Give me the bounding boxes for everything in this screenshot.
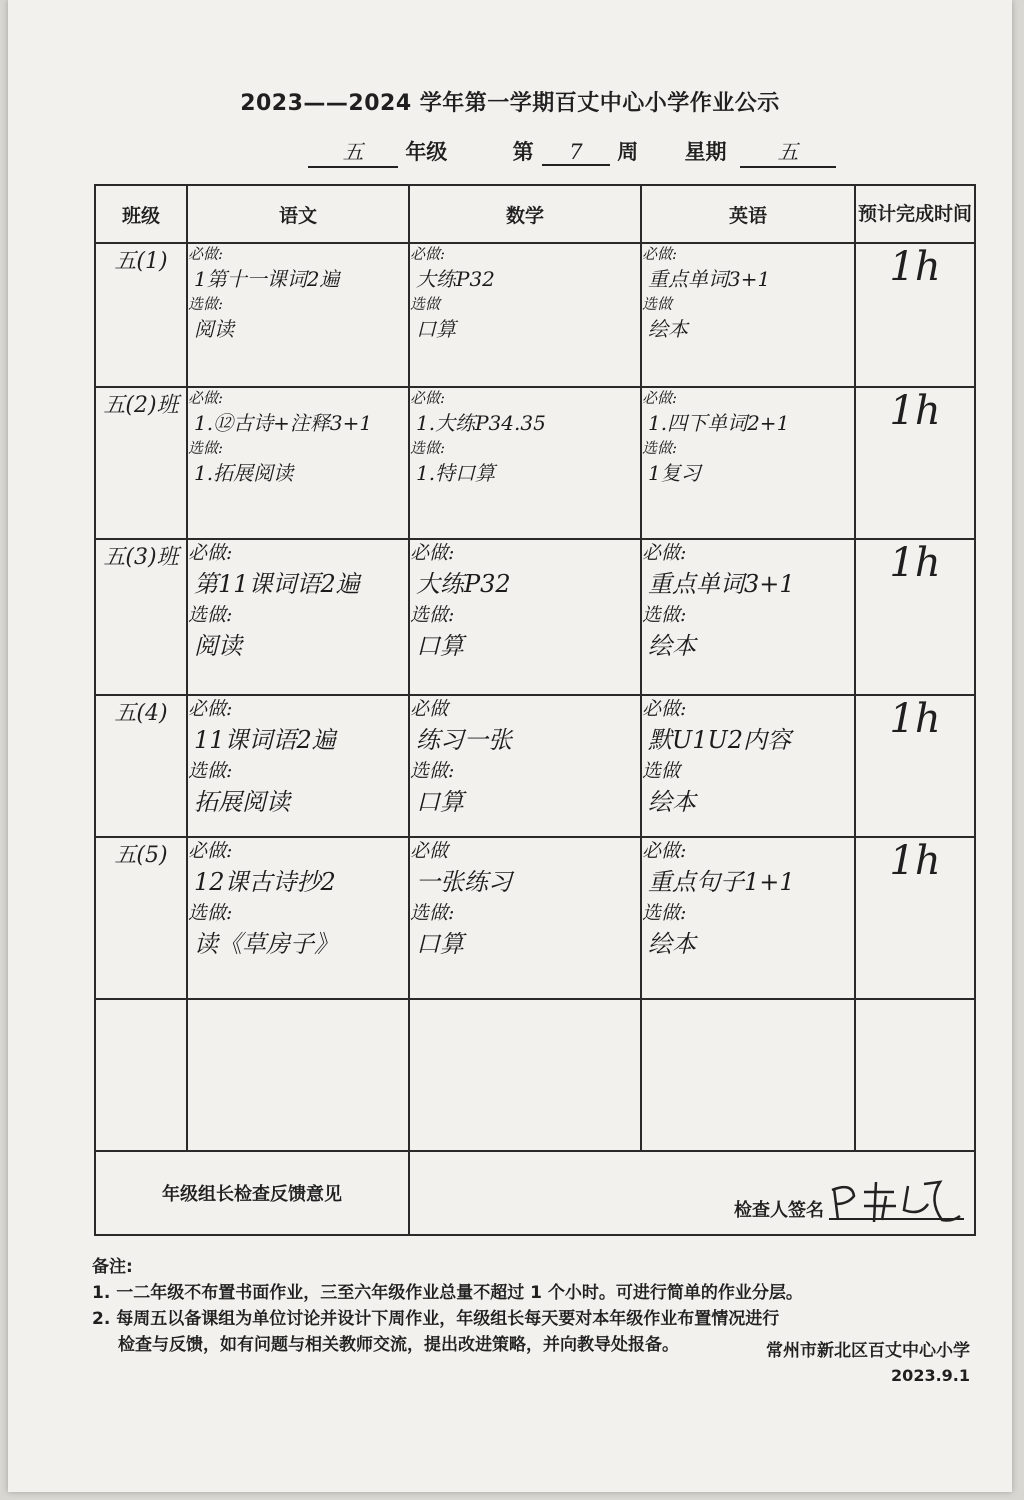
required-item: 12课古诗抄2 xyxy=(194,868,336,896)
optional-item: 拓展阅读 xyxy=(194,788,290,816)
english-cell xyxy=(641,837,855,999)
handwritten-signature xyxy=(824,1176,974,1226)
optional-label: 选做 xyxy=(642,295,673,313)
header-time: 预计完成时间 xyxy=(855,185,975,243)
optional-label: 选做: xyxy=(642,902,687,924)
optional-label: 选做 xyxy=(410,295,441,313)
homework-sheet xyxy=(8,0,1012,1492)
chinese-cell xyxy=(187,243,409,387)
required-item: 大练P32 xyxy=(416,570,511,598)
optional-item: 口算 xyxy=(416,788,464,816)
feedback-row xyxy=(95,1151,975,1235)
optional-item: 阅读 xyxy=(194,632,242,660)
optional-label: 选做 xyxy=(642,760,681,782)
required-label: 必做: xyxy=(642,542,687,564)
header-class: 班级 xyxy=(95,185,187,243)
optional-label: 选做: xyxy=(188,295,224,313)
header-chinese: 语文 xyxy=(187,185,409,243)
week-prefix: 第 xyxy=(512,140,534,164)
optional-item: 绘本 xyxy=(648,632,696,660)
feedback-label: 年级组长检查反馈意见 xyxy=(95,1151,409,1235)
optional-label: 选做: xyxy=(642,604,687,626)
english-cell xyxy=(641,387,855,539)
math-cell xyxy=(409,243,641,387)
chinese-cell xyxy=(187,695,409,837)
page-title: 2023——2024 学年第一学期百丈中心小学作业公示 xyxy=(240,91,780,116)
required-item: 练习一张 xyxy=(416,726,512,754)
required-label: 必做: xyxy=(410,245,446,263)
math-cell xyxy=(409,539,641,695)
required-label: 必做 xyxy=(410,840,449,862)
chinese-cell xyxy=(187,387,409,539)
required-label: 必做: xyxy=(642,389,678,407)
required-item: 重点句子1+1 xyxy=(648,868,795,896)
table-row xyxy=(95,243,975,387)
homework-table xyxy=(94,184,976,1236)
required-item: 11课词语2遍 xyxy=(194,726,336,754)
english-cell xyxy=(641,539,855,695)
required-item: 1.⑫古诗+注释3+1 xyxy=(194,411,373,435)
required-label: 必做 xyxy=(410,698,449,720)
optional-item: 绘本 xyxy=(648,788,696,816)
signer-label: 检查人签名 xyxy=(734,1200,824,1221)
optional-label: 选做: xyxy=(188,760,233,782)
week-label: 周 xyxy=(617,140,639,164)
issue-date: 2023.9.1 xyxy=(891,1366,970,1385)
class-cell: 五(5) xyxy=(95,837,187,999)
required-label: 必做: xyxy=(188,245,224,263)
optional-label: 选做: xyxy=(188,604,233,626)
required-item: 重点单词3+1 xyxy=(648,267,771,291)
required-label: 必做: xyxy=(188,389,224,407)
weekday-label: 星期 xyxy=(684,140,727,164)
grade-label: 年级 xyxy=(405,140,448,164)
table-header-row xyxy=(95,185,975,243)
optional-label: 选做: xyxy=(188,439,224,457)
required-item: 一张练习 xyxy=(416,868,512,896)
required-item: 1第十一课词2遍 xyxy=(194,267,340,291)
required-item: 1.四下单词2+1 xyxy=(648,411,790,435)
english-cell xyxy=(641,243,855,387)
class-cell: 五(4) xyxy=(95,695,187,837)
table-row xyxy=(95,695,975,837)
required-item: 1.大练P34.35 xyxy=(416,411,546,435)
table-row xyxy=(95,539,975,695)
empty-cell xyxy=(95,999,187,1151)
required-label: 必做: xyxy=(188,698,233,720)
required-label: 必做: xyxy=(410,389,446,407)
empty-cell xyxy=(855,999,975,1151)
time-cell: 1h xyxy=(855,243,975,387)
chinese-cell xyxy=(187,837,409,999)
required-item: 默U1U2内容 xyxy=(648,726,791,754)
empty-cell xyxy=(187,999,409,1151)
table-row xyxy=(95,387,975,539)
optional-label: 选做: xyxy=(410,439,446,457)
signature-cell xyxy=(409,1151,975,1235)
optional-item: 阅读 xyxy=(194,317,234,341)
note-line-1: 1. 一二年级不布置书面作业，三至六年级作业总量不超过 1 个小时。可进行简单的作业分层。 xyxy=(92,1283,803,1303)
optional-item: 1.拓展阅读 xyxy=(194,461,294,485)
english-cell xyxy=(641,695,855,837)
optional-label: 选做: xyxy=(410,760,455,782)
optional-label: 选做: xyxy=(410,604,455,626)
required-label: 必做: xyxy=(642,245,678,263)
optional-item: 1.特口算 xyxy=(416,461,496,485)
note-line-2: 2. 每周五以备课组为单位讨论并设计下周作业，年级组长每天要对本年级作业布置情况进行 xyxy=(92,1309,780,1329)
time-cell: 1h xyxy=(855,387,975,539)
week-value: 7 xyxy=(542,140,610,166)
optional-label: 选做: xyxy=(642,439,678,457)
optional-item: 口算 xyxy=(416,632,464,660)
required-label: 必做: xyxy=(642,698,687,720)
required-item: 第11课词语2遍 xyxy=(194,570,360,598)
table-row xyxy=(95,837,975,999)
optional-item: 口算 xyxy=(416,930,464,958)
optional-label: 选做: xyxy=(410,902,455,924)
grade-week-line xyxy=(308,136,836,168)
optional-item: 绘本 xyxy=(648,317,688,341)
required-item: 重点单词3+1 xyxy=(648,570,795,598)
time-cell: 1h xyxy=(855,837,975,999)
header-math: 数学 xyxy=(409,185,641,243)
class-cell: 五(1) xyxy=(95,243,187,387)
time-cell: 1h xyxy=(855,695,975,837)
required-label: 必做: xyxy=(188,542,233,564)
note-line-3: 检查与反馈，如有问题与相关教师交流，提出改进策略，并向教导处报备。 xyxy=(118,1335,679,1355)
required-label: 必做: xyxy=(642,840,687,862)
math-cell xyxy=(409,695,641,837)
grade-value: 五 xyxy=(308,136,398,168)
optional-item: 绘本 xyxy=(648,930,696,958)
empty-row xyxy=(95,999,975,1151)
header-english: 英语 xyxy=(641,185,855,243)
notes-heading: 备注: xyxy=(92,1257,133,1277)
required-label: 必做: xyxy=(410,542,455,564)
math-cell xyxy=(409,837,641,999)
empty-cell xyxy=(409,999,641,1151)
empty-cell xyxy=(641,999,855,1151)
optional-item: 口算 xyxy=(416,317,456,341)
required-label: 必做: xyxy=(188,840,233,862)
required-item: 大练P32 xyxy=(416,267,495,291)
optional-item: 1复习 xyxy=(648,461,701,485)
optional-item: 读《草房子》 xyxy=(194,930,338,958)
time-cell: 1h xyxy=(855,539,975,695)
school-name: 常州市新北区百丈中心小学 xyxy=(766,1341,970,1361)
optional-label: 选做: xyxy=(188,902,233,924)
math-cell xyxy=(409,387,641,539)
class-cell: 五(3)班 xyxy=(95,539,187,695)
weekday-value: 五 xyxy=(740,136,836,168)
chinese-cell xyxy=(187,539,409,695)
class-cell: 五(2)班 xyxy=(95,387,187,539)
